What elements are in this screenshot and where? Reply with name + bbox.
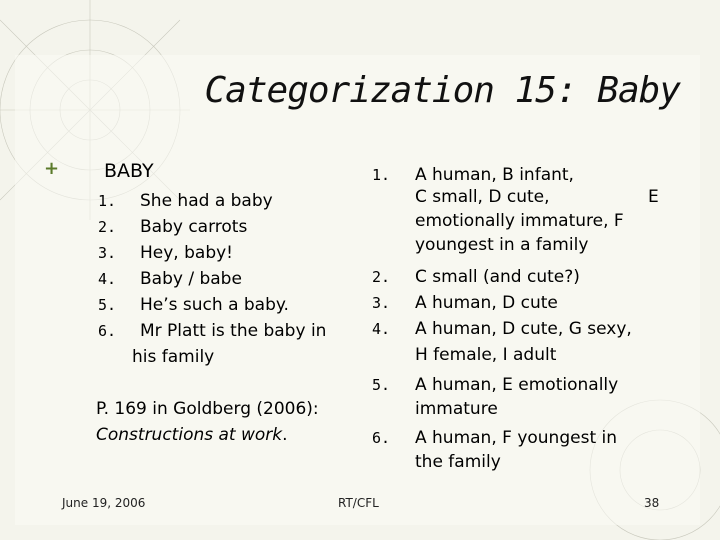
list-item: A human, D cute, G sexy, xyxy=(415,319,632,339)
page-number: 38 xyxy=(644,496,660,510)
list-item-line: the family xyxy=(415,452,501,472)
list-item-line: youngest in a family xyxy=(415,235,589,255)
list-item: 1. She had a baby xyxy=(98,191,273,211)
footer-center: RT/CFL xyxy=(338,496,379,510)
list-item: 3. Hey, baby! xyxy=(98,243,233,263)
list-item-line: C small, D cute, xyxy=(415,187,550,207)
list-item: 2. Baby carrots xyxy=(98,217,248,237)
reference-line-1: P. 169 in Goldberg (2006): xyxy=(96,399,319,419)
footer-date: June 19, 2006 xyxy=(62,496,146,510)
list-item-continuation: his family xyxy=(132,347,215,367)
list-item: 4. Baby / babe xyxy=(98,269,242,289)
list-item: 5. He’s such a baby. xyxy=(98,295,289,315)
list-item-line: emotionally immature, F xyxy=(415,211,624,231)
list-item: C small (and cute?) xyxy=(415,267,580,287)
list-item-line: E xyxy=(648,187,659,207)
list-item: 6. Mr Platt is the baby in xyxy=(98,321,327,341)
left-examples-list xyxy=(98,188,358,370)
list-item: A human, D cute xyxy=(415,293,558,313)
list-item-line: immature xyxy=(415,399,498,419)
list-item: A human, E emotionally xyxy=(415,375,619,395)
reference-line-2: Constructions at work. xyxy=(96,425,288,445)
slide-title: Categorization 15: Baby xyxy=(204,70,680,111)
list-item: A human, F youngest in xyxy=(415,428,618,448)
plus-bullet-icon: + xyxy=(44,158,60,179)
list-item-line: H female, I adult xyxy=(415,345,557,365)
list-item: A human, B infant, xyxy=(415,165,574,185)
heading-baby: BABY xyxy=(104,160,154,182)
